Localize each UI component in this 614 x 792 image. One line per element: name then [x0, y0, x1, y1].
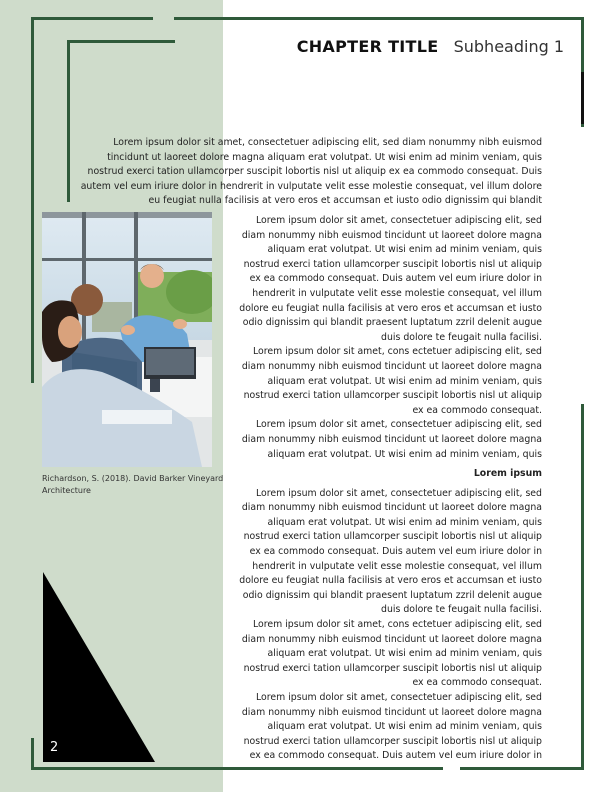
- frame-line-left-outer: [31, 17, 34, 383]
- page-number: 2: [50, 740, 59, 755]
- frame-line-top-right: [174, 17, 584, 20]
- photo-caption: Richardson, S. (2018). David Barker Vineyard Architecture: [42, 474, 224, 495]
- frame-line-top-left: [31, 17, 153, 20]
- section-heading: Lorem ipsum: [473, 468, 542, 480]
- body-column: [230, 214, 542, 764]
- intro-paragraph: Lorem ipsum dolor sit amet, consectetuer adipiscing elit, sed diam nonummy nibh euismod tincidunt ut laoreet dolore magna aliquam erat volutpat. Ut wisi enim ad minim veniam, quis nostrud exerci tation ullamcorper suscipit lobortis nisl ut aliquip ex ea commodo consequat. Duis autem vel eum iriure dolor in hendrerit in vulputate velit esse molestie consequat, vel illum dolore eu feugiat nulla facilisis at vero eros et accumsan et iusto odio dignissim qui blandit: [80, 137, 542, 207]
- accent-bar: [581, 72, 584, 124]
- meeting-photo: [42, 212, 212, 467]
- body-paragraph: Lorem ipsum dolor sit amet, cons ectetuer adipiscing elit, sed diam nonummy nibh euismod tincidunt ut laoreet dolore magna aliquam erat volutpat. Ut wisi enim ad minim veniam, quis nostrud exerci tation ullamcorper suscipit lobortis nisl ut aliquip ex ea commodo consequat.: [241, 619, 542, 689]
- frame-line-bottom: [31, 767, 443, 770]
- frame-line-left-bottom: [31, 738, 34, 770]
- chapter-title: CHAPTER TITLE: [296, 37, 439, 56]
- frame-line-inner-top: [67, 40, 175, 43]
- decorative-triangle: [43, 572, 155, 762]
- body-paragraph: Lorem ipsum dolor sit amet, consectetuer adipiscing elit, sed diam nonummy nibh euismod tincidunt ut laoreet dolore magna aliquam erat volutpat. Ut wisi enim ad minim veniam, quis nostrud exerci tation ullamcorper suscipit lobortis nisl ut aliquip ex ea commodo consequat. Duis autem vel eum iriure dolor in hendrerit in vulputate velit esse molestie consequat, vel illum dolore eu feugiat nulla facilisis at vero eros et accumsan et iusto odio dignissim qui blandit praesent luptatum zzril delenit augue duis dolore te feugait nulla facilisi.: [239, 215, 542, 343]
- body-paragraph: Lorem ipsum dolor sit amet, consectetuer adipiscing elit, sed diam nonummy nibh euismod tincidunt ut laoreet dolore magna aliquam erat volutpat. Ut wisi enim ad minim veniam, quis nostrud exerci tation ullamcorper suscipit lobortis nisl ut aliquip ex ea commodo consequat. Duis autem vel eum iriure dolor in: [241, 692, 542, 762]
- body-paragraph: Lorem ipsum dolor sit amet, cons ectetuer adipiscing elit, sed diam nonummy nibh euismod tincidunt ut laoreet dolore magna aliquam erat volutpat. Ut wisi enim ad minim veniam, quis nostrud exerci tation ullamcorper suscipit lobortis nisl ut aliquip ex ea commodo consequat.: [241, 346, 542, 416]
- chapter-header: [297, 37, 564, 56]
- frame-line-bottom-right: [460, 767, 584, 770]
- frame-line-right-lower: [581, 404, 584, 770]
- body-paragraph: Lorem ipsum dolor sit amet, consectetuer adipiscing elit, sed diam nonummy nibh euismod tincidunt ut laoreet dolore magna aliquam erat volutpat. Ut wisi enim ad minim veniam, quis: [241, 419, 542, 460]
- frame-line-left-inner: [67, 40, 70, 202]
- body-paragraph: Lorem ipsum dolor sit amet, consectetuer adipiscing elit, sed diam nonummy nibh euismod tincidunt ut laoreet dolore magna aliquam erat volutpat. Ut wisi enim ad minim veniam, quis nostrud exerci tation ullamcorper suscipit lobortis nisl ut aliquip ex ea commodo consequat. Duis autem vel eum iriure dolor in hendrerit in vulputate velit esse molestie consequat, vel illum dolore eu feugiat nulla facilisis at vero eros et accumsan et iusto odio dignissim qui blandit praesent luptatum zzril delenit augue duis dolore te feugait nulla facilisi.: [239, 487, 542, 616]
- subheading: Subheading 1: [453, 37, 564, 56]
